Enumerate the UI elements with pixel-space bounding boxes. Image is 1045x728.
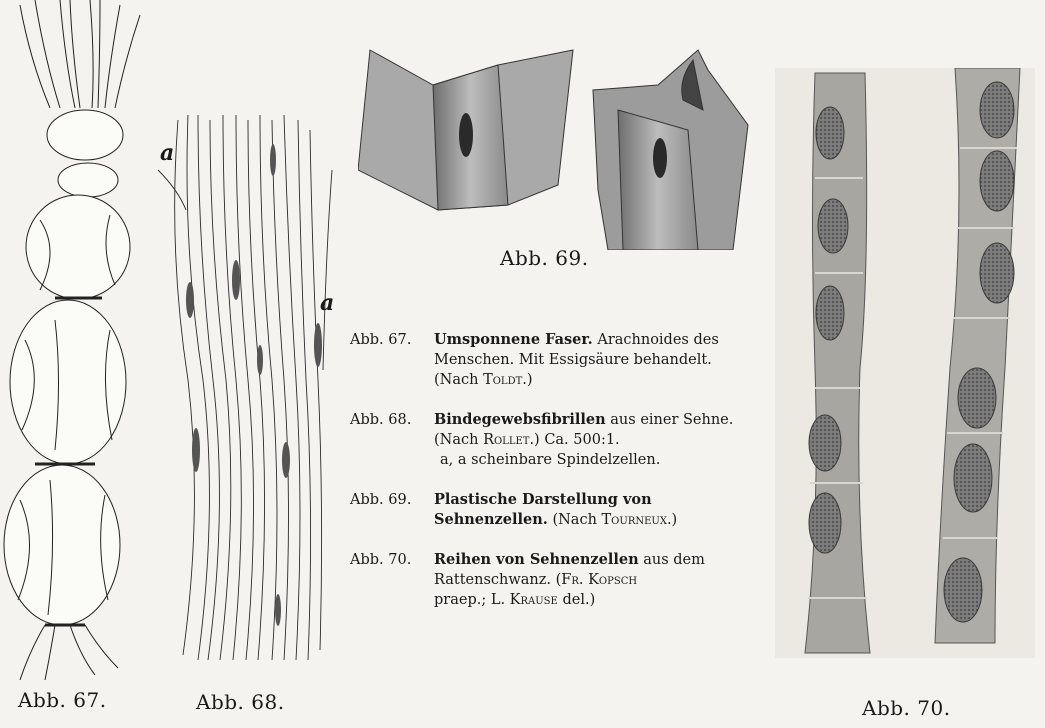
legend-text: aus dem: [638, 552, 705, 568]
legend-entry-70: [350, 550, 750, 610]
legend-text: Rattenschwanz. (Fr. Kopsch: [434, 572, 638, 588]
legend-text: Arachnoides des: [592, 332, 719, 348]
legend-text: Menschen. Mit Essigsäure behandelt.: [434, 352, 712, 368]
figure-68-marker-a-left: a: [160, 140, 175, 166]
legend-title: Bindegewebsfibrillen: [434, 411, 606, 428]
legend-text: Sehnenzellen. (Nach Tourneux.): [434, 511, 678, 528]
figure-68-marker-a-right: a: [320, 290, 335, 316]
legend-number: Abb. 70.: [350, 552, 412, 568]
legend-text: (Nach Toldt.): [434, 372, 533, 388]
legend-number: Abb. 69.: [350, 492, 412, 508]
legend-title: Plastische Darstellung von: [434, 491, 652, 508]
figure-67-label: Abb. 67.: [18, 688, 107, 712]
figure-67-illustration: [0, 0, 150, 680]
legend-text: (Nach Rollet.) Ca. 500:1.: [434, 432, 620, 448]
legend-title: Reihen von Sehnenzellen: [434, 551, 639, 568]
legend-number: Abb. 68.: [350, 412, 412, 428]
figure-legend: [350, 330, 750, 630]
figure-69-label: Abb. 69.: [500, 246, 589, 270]
legend-entry-69: [350, 490, 750, 530]
legend-entry-68: [350, 410, 750, 470]
legend-entry-67: [350, 330, 750, 390]
figure-69-illustration: [358, 40, 753, 250]
figure-70-illustration: [775, 68, 1035, 658]
legend-text: aus einer Sehne.: [605, 412, 734, 428]
legend-text: praep.; L. Krause del.): [434, 592, 596, 608]
legend-text: a, a scheinbare Spindelzellen.: [440, 452, 661, 468]
legend-number: Abb. 67.: [350, 332, 412, 348]
figure-68-illustration: [148, 110, 343, 670]
figure-70-label: Abb. 70.: [862, 696, 951, 720]
figure-68-label: Abb. 68.: [196, 690, 285, 714]
legend-title: Umsponnene Faser.: [434, 331, 593, 348]
